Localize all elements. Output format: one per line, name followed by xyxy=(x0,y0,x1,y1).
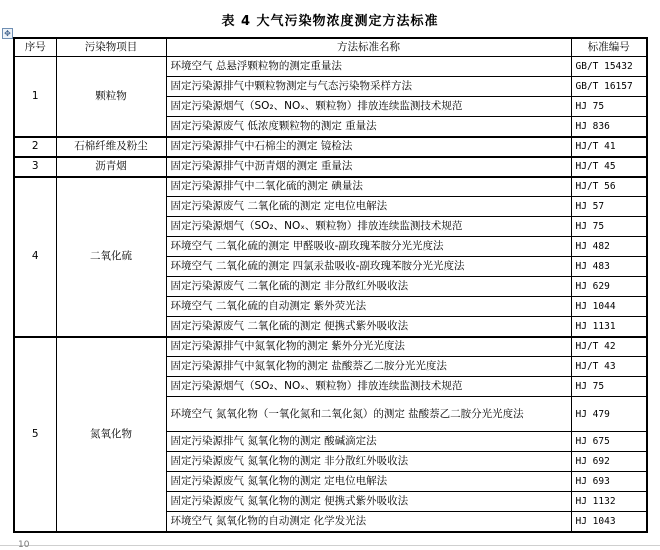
method-name: 固定污染源废气 氮氧化物的测定 非分散红外吸收法 xyxy=(166,452,571,472)
table-body xyxy=(14,57,647,532)
header-row xyxy=(14,38,647,57)
pollutant-name: 二氧化硫 xyxy=(56,177,166,337)
method-name: 固定污染源排气中二氧化硫的测定 碘量法 xyxy=(166,177,571,197)
group-number: 5 xyxy=(14,337,56,532)
standard-number: HJ 1043 xyxy=(571,512,647,532)
header-standard: 标准编号 xyxy=(571,38,647,57)
method-name: 固定污染源排气 氮氧化物的测定 酸碱滴定法 xyxy=(166,432,571,452)
method-name: 环境空气 二氧化硫的自动测定 紫外荧光法 xyxy=(166,297,571,317)
standard-number: HJ/T 42 xyxy=(571,337,647,357)
pollutant-name: 颗粒物 xyxy=(56,57,166,137)
method-name: 固定污染源烟气（SO₂、NOₓ、颗粒物）排放连续监测技术规范 xyxy=(166,97,571,117)
standard-number: HJ/T 45 xyxy=(571,157,647,177)
standard-number: HJ/T 56 xyxy=(571,177,647,197)
standard-number: HJ/T 41 xyxy=(571,137,647,157)
standard-number: HJ 675 xyxy=(571,432,647,452)
standard-number: GB/T 16157 xyxy=(571,77,647,97)
standards-table xyxy=(13,37,648,533)
standard-number: HJ 693 xyxy=(571,472,647,492)
method-name: 环境空气 二氧化硫的测定 甲醛吸收-副玫瑰苯胺分光光度法 xyxy=(166,237,571,257)
table-move-handle-icon[interactable]: ✥ xyxy=(2,28,13,39)
standard-number: HJ 1132 xyxy=(571,492,647,512)
method-name: 固定污染源废气 二氧化硫的测定 定电位电解法 xyxy=(166,197,571,217)
table-title: 表 4 大气污染物浓度测定方法标准 xyxy=(221,14,439,29)
group-number: 1 xyxy=(14,57,56,137)
method-name: 固定污染源烟气（SO₂、NOₓ、颗粒物）排放连续监测技术规范 xyxy=(166,217,571,237)
pollutant-name: 氮氧化物 xyxy=(56,337,166,532)
standard-number: HJ 482 xyxy=(571,237,647,257)
standard-number: HJ 75 xyxy=(571,97,647,117)
method-name: 环境空气 氮氧化物的自动测定 化学发光法 xyxy=(166,512,571,532)
method-name: 固定污染源排气中沥青烟的测定 重量法 xyxy=(166,157,571,177)
page-rule xyxy=(0,545,660,546)
table-row xyxy=(14,337,647,357)
header-pollutant: 污染物项目 xyxy=(56,38,166,57)
method-name: 环境空气 总悬浮颗粒物的测定重量法 xyxy=(166,57,571,77)
method-name: 固定污染源废气 二氧化硫的测定 便携式紫外吸收法 xyxy=(166,317,571,337)
group-number: 2 xyxy=(14,137,56,157)
pollutant-name: 沥青烟 xyxy=(56,157,166,177)
method-name: 固定污染源废气 二氧化硫的测定 非分散红外吸收法 xyxy=(166,277,571,297)
header-method: 方法标准名称 xyxy=(166,38,571,57)
method-name: 固定污染源废气 氮氧化物的测定 定电位电解法 xyxy=(166,472,571,492)
standard-number: HJ/T 43 xyxy=(571,357,647,377)
method-name: 固定污染源排气中颗粒物测定与气态污染物采样方法 xyxy=(166,77,571,97)
method-name: 环境空气 氮氧化物（一氧化氮和二氧化氮）的测定 盐酸萘乙二胺分光光度法 xyxy=(166,397,571,432)
table-row xyxy=(14,137,647,157)
method-name: 固定污染源废气 低浓度颗粒物的测定 重量法 xyxy=(166,117,571,137)
page-number: 10 xyxy=(18,540,30,550)
pollutant-name: 石棉纤维及粉尘 xyxy=(56,137,166,157)
header-no: 序号 xyxy=(14,38,56,57)
standard-number: HJ 629 xyxy=(571,277,647,297)
table-row xyxy=(14,157,647,177)
table-row xyxy=(14,57,647,77)
method-name: 固定污染源排气中氮氧化物的测定 盐酸萘乙二胺分光光度法 xyxy=(166,357,571,377)
group-number: 3 xyxy=(14,157,56,177)
standard-number: HJ 479 xyxy=(571,397,647,432)
method-name: 固定污染源排气中氮氧化物的测定 紫外分光光度法 xyxy=(166,337,571,357)
method-name: 固定污染源废气 氮氧化物的测定 便携式紫外吸收法 xyxy=(166,492,571,512)
table-row xyxy=(14,177,647,197)
group-number: 4 xyxy=(14,177,56,337)
standard-number: HJ 57 xyxy=(571,197,647,217)
standard-number: HJ 1131 xyxy=(571,317,647,337)
standard-number: HJ 483 xyxy=(571,257,647,277)
standard-number: HJ 836 xyxy=(571,117,647,137)
standard-number: HJ 75 xyxy=(571,377,647,397)
standard-number: HJ 692 xyxy=(571,452,647,472)
method-name: 固定污染源排气中石棉尘的测定 镜检法 xyxy=(166,137,571,157)
standard-number: GB/T 15432 xyxy=(571,57,647,77)
standard-number: HJ 75 xyxy=(571,217,647,237)
method-name: 固定污染源烟气（SO₂、NOₓ、颗粒物）排放连续监测技术规范 xyxy=(166,377,571,397)
standard-number: HJ 1044 xyxy=(571,297,647,317)
method-name: 环境空气 二氧化硫的测定 四氯汞盐吸收-副玫瑰苯胺分光光度法 xyxy=(166,257,571,277)
